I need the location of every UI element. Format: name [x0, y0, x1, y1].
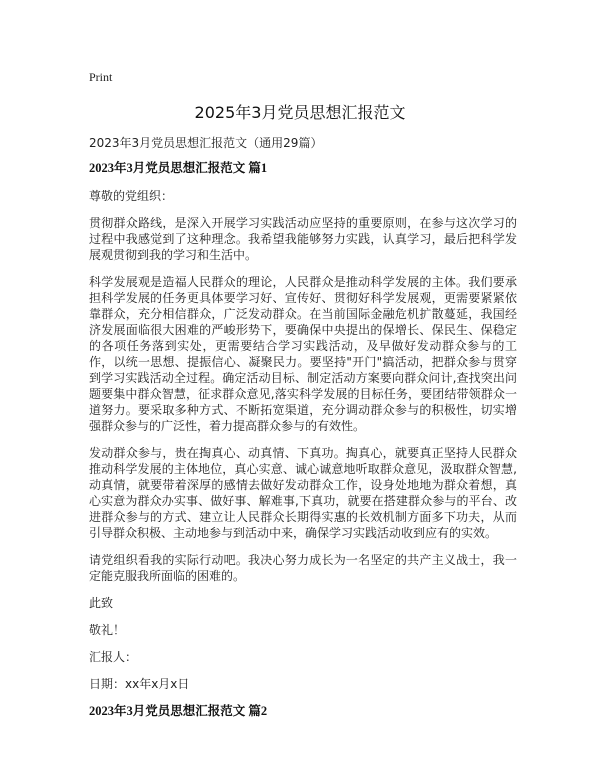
document-subtitle: 2023年3月党员思想汇报范文（通用29篇） — [89, 136, 323, 150]
paragraph: 科学发展观是造福人民群众的理论，人民群众是推动科学发展的主体。我们要承担科学发展的任务更具体要学习好、宣传好、贯彻好科学发展观，更需要紧紧依靠群众，充分相信群众，广泛发动群众。在当前国际金融危机扩散蔓延，我国经济发展面临很大困难的严峻形势下，要确保中央提出的保增长、保民生、保稳定的各项任务落到实处，更需要结合学习实践活动，及早做好发动群众参与的工作，以统一思想、提振信心、凝聚民力。要坚持"开门"搞活动，把群众参与贯穿到学习实践活动全过程。确定活动目标、制定活动方案要向群众问计,查找突出问题要集中群众智慧，征求群众意见,落实科学发展的目标任务，要团结带领群众一道努力。要采取多种方式、不断拓宽渠道，充分调动群众参与的积极性，切实增强群众参与的广泛性，着力提高群众参与的有效性。 — [89, 275, 517, 433]
paragraph: 贯彻群众路线，是深入开展学习实践活动应坚持的重要原则，在参与这次学习的过程中我感觉到了这种理念。我希望我能够努力实践，认真学习，最后把科学发展观贯彻到我的学习和生活中。 — [89, 216, 517, 262]
paragraph: 发动群众参与，贵在掏真心、动真情、下真功。掏真心，就要真正坚持人民群众推动科学发展的主体地位，真心实意、诚心诚意地听取群众意见，汲取群众智慧,动真情，就要带着深厚的感情去做好发动群众工作，设身处地地为群众着想，真心实意为群众办实事、做好事、解难事,下真功，就要在搭建群众参与的平台、改进群众参与的方式、建立让人民群众长期得实惠的长效机制方面多下功夫，从而引导群众积极、主动地参与到活动中来，确保学习实践活动收到应有的实效。 — [89, 446, 517, 540]
closing-cizhi: 此致 — [89, 596, 114, 610]
section-heading-2: 2023年3月党员思想汇报范文 篇2 — [89, 704, 268, 718]
date-line: 日期：xx年x月x日 — [89, 677, 190, 691]
salutation: 尊敬的党组织： — [89, 189, 174, 203]
paragraph: 请党组织看我的实际行动吧。我决心努力成长为一名坚定的共产主义战士，我一定能克服我所面临的困难的。 — [89, 553, 517, 583]
reporter-line: 汇报人： — [89, 650, 138, 664]
section-heading-1: 2023年3月党员思想汇报范文 篇1 — [89, 161, 268, 175]
closing-jingli: 敬礼！ — [89, 623, 126, 637]
document-body — [89, 160, 517, 731]
print-link[interactable]: Print — [89, 70, 113, 84]
page-title: 2025年3月党员思想汇报范文 — [194, 103, 406, 122]
